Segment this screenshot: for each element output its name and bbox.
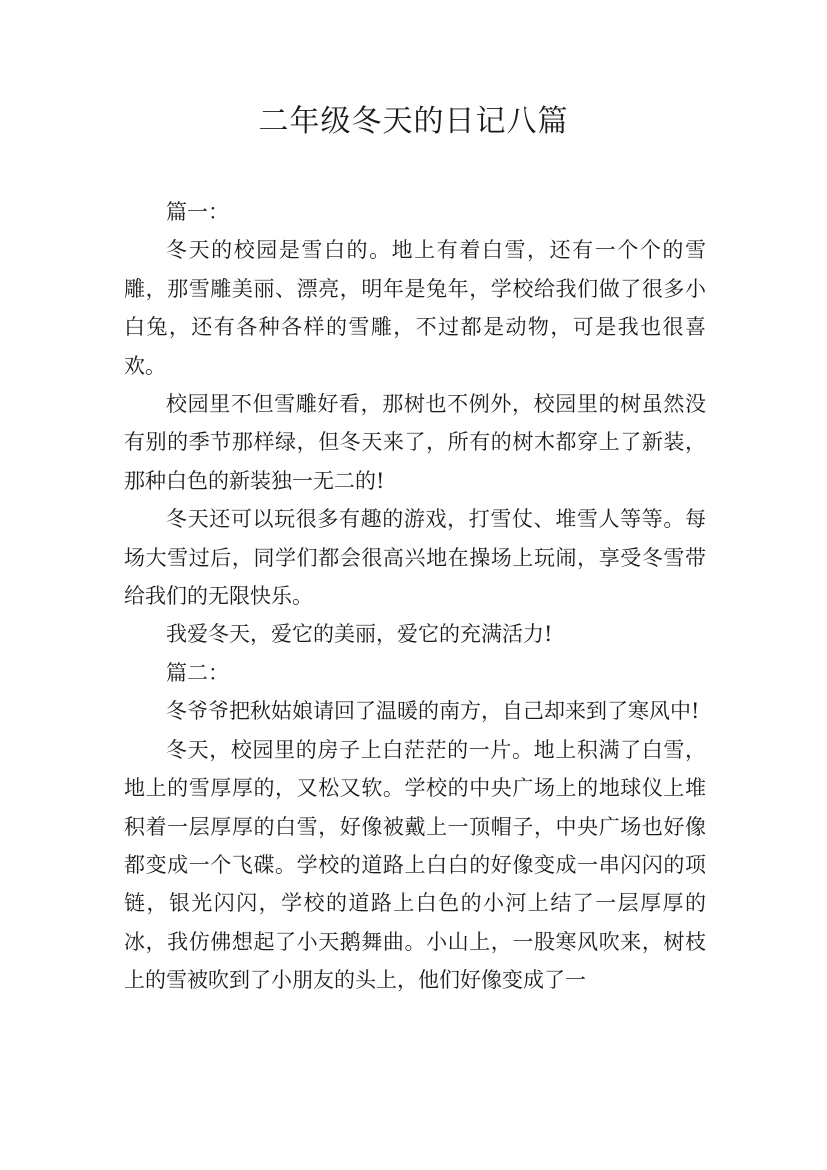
document-body — [124, 193, 706, 1000]
paragraph: 我爱冬天，爱它的美丽，爱它的充满活力! — [166, 622, 553, 647]
paragraph: 冬天，校园里的房子上白茫茫的一片。地上积满了白雪，地上的雪厚厚的，又松又软。学校的中央广场上的地球仪上堆积着一层厚厚的白雪，好像被戴上一顶帽子，中央广场也好像都变成一个飞碟。学校的道路上白白的好像变成一串闪闪的项链，银光闪闪，学校的道路上白色的小河上结了一层厚厚的冰，我仿佛想起了小天鹅舞曲。小山上，一股寒风吹来，树枝上的雪被吹到了小朋友的头上，他们好像变成了一 — [124, 737, 706, 993]
section-heading: 篇一： — [166, 200, 229, 224]
document-title: 二年级冬天的日记八篇 — [258, 104, 569, 139]
section-heading: 篇二： — [166, 660, 229, 685]
paragraph: 冬爷爷把秋姑娘请回了温暖的南方，自己却来到了寒风中! — [166, 699, 700, 724]
paragraph: 冬天的校园是雪白的。地上有着白雪，还有一个个的雪雕，那雪雕美丽、漂亮，明年是兔年，学校给我们做了很多小白兔，还有各种各样的雪雕，不过都是动物，可是我也很喜欢。 — [124, 238, 706, 378]
paragraph: 冬天还可以玩很多有趣的游戏，打雪仗、堆雪人等等。每场大雪过后，同学们都会很高兴地在操场上玩闹，享受冬雪带给我们的无限快乐。 — [124, 507, 706, 609]
paragraph: 校园里不但雪雕好看，那树也不例外，校园里的树虽然没有别的季节那样绿，但冬天来了，所有的树木都穿上了新装，那种白色的新装独一无二的! — [124, 392, 706, 493]
